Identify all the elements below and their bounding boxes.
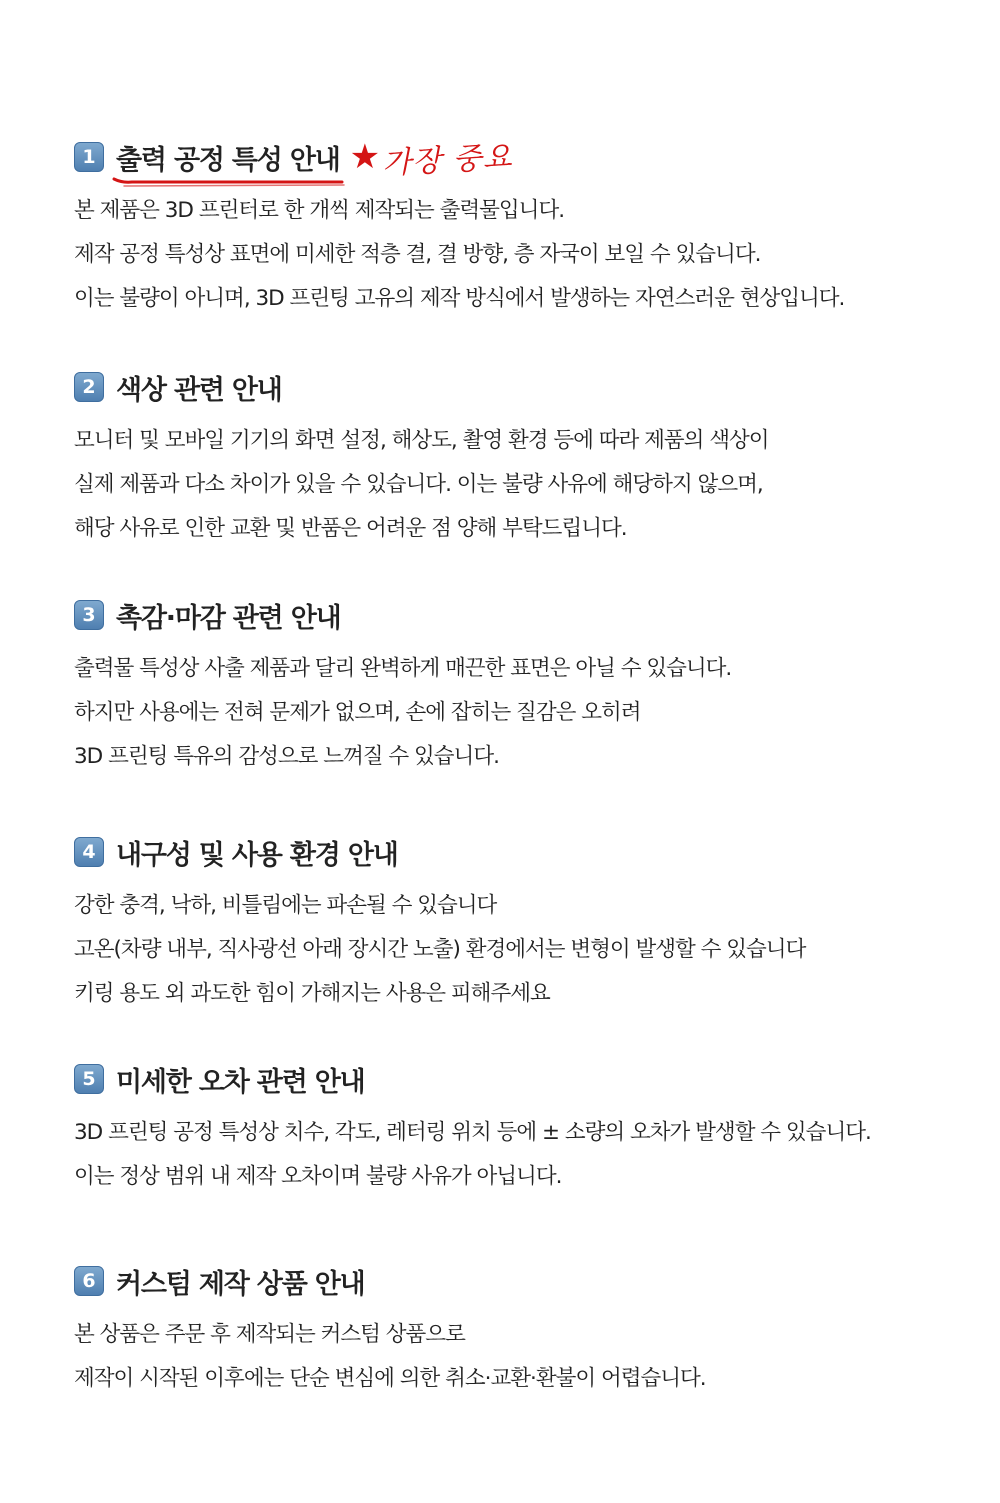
section-body <box>74 647 954 779</box>
section-heading <box>74 1261 954 1301</box>
number-badge: 3 <box>74 600 104 630</box>
body-line: 고온(차량 내부, 직사광선 아래 장시간 노출) 환경에서는 변형이 발생할 수 있습니다 <box>74 937 806 962</box>
section-title: 내구성 및 사용 환경 안내 <box>116 839 398 871</box>
section-body <box>74 189 954 321</box>
section-body <box>74 884 954 1016</box>
section-body <box>74 1313 954 1401</box>
body-line: 3D 프린팅 공정 특성상 치수, 각도, 레터링 위치 등에 ± 소량의 오차가 발생할 수 있습니다. <box>74 1120 871 1145</box>
star-icon: ★ <box>349 137 381 177</box>
section-color <box>74 367 954 551</box>
section-durability <box>74 832 954 1016</box>
body-line: 하지만 사용에는 전혀 문제가 없으며, 손에 잡히는 질감은 오히려 <box>74 700 641 725</box>
body-line: 이는 불량이 아니며, 3D 프린팅 고유의 제작 방식에서 발생하는 자연스러운 현상입니다. <box>74 286 845 311</box>
body-line: 이는 정상 범위 내 제작 오차이며 불량 사유가 아닙니다. <box>74 1164 562 1189</box>
section-body <box>74 419 954 551</box>
body-line: 본 상품은 주문 후 제작되는 커스텀 상품으로 <box>74 1322 465 1347</box>
section-heading <box>74 832 954 872</box>
body-line: 실제 제품과 다소 차이가 있을 수 있습니다. 이는 불량 사유에 해당하지 않으며, <box>74 472 763 497</box>
section-title: 촉감·마감 관련 안내 <box>116 602 341 634</box>
number-badge: 6 <box>74 1266 104 1296</box>
section-title: 출력 공정 특성 안내 <box>116 144 340 176</box>
section-heading <box>74 1059 954 1099</box>
red-underline-mark <box>112 174 346 188</box>
body-line: 제작 공정 특성상 표면에 미세한 적층 결, 결 방향, 층 자국이 보일 수 있습니다. <box>74 242 761 267</box>
section-heading <box>74 595 954 635</box>
body-line: 강한 충격, 낙하, 비틀림에는 파손될 수 있습니다 <box>74 893 497 918</box>
body-line: 모니터 및 모바일 기기의 화면 설정, 해상도, 촬영 환경 등에 따라 제품의 색상이 <box>74 428 769 453</box>
section-heading <box>74 367 954 407</box>
section-texture <box>74 595 954 779</box>
body-line: 키링 용도 외 과도한 힘이 가해지는 사용은 피해주세요 <box>74 981 550 1006</box>
importance-note <box>349 135 514 182</box>
body-line: 해당 사유로 인한 교환 및 반품은 어려운 점 양해 부탁드립니다. <box>74 516 627 541</box>
section-print-process <box>74 137 954 321</box>
body-line: 제작이 시작된 이후에는 단순 변심에 의한 취소·교환·환불이 어렵습니다. <box>74 1366 706 1391</box>
number-badge: 5 <box>74 1064 104 1094</box>
body-line: 본 제품은 3D 프린터로 한 개씩 제작되는 출력물입니다. <box>74 198 565 223</box>
section-title: 색상 관련 안내 <box>116 374 282 406</box>
importance-note-text: 가장 중요 <box>381 139 514 182</box>
body-line: 출력물 특성상 사출 제품과 달리 완벽하게 매끈한 표면은 아닐 수 있습니다. <box>74 656 732 681</box>
section-custom <box>74 1261 954 1401</box>
section-title: 미세한 오차 관련 안내 <box>116 1066 365 1098</box>
section-tolerance <box>74 1059 954 1199</box>
section-title: 커스텀 제작 상품 안내 <box>116 1268 365 1300</box>
section-body <box>74 1111 954 1199</box>
number-badge: 4 <box>74 837 104 867</box>
number-badge: 2 <box>74 372 104 402</box>
number-badge: 1 <box>74 142 104 172</box>
body-line: 3D 프린팅 특유의 감성으로 느껴질 수 있습니다. <box>74 744 499 769</box>
section-heading <box>74 137 954 182</box>
